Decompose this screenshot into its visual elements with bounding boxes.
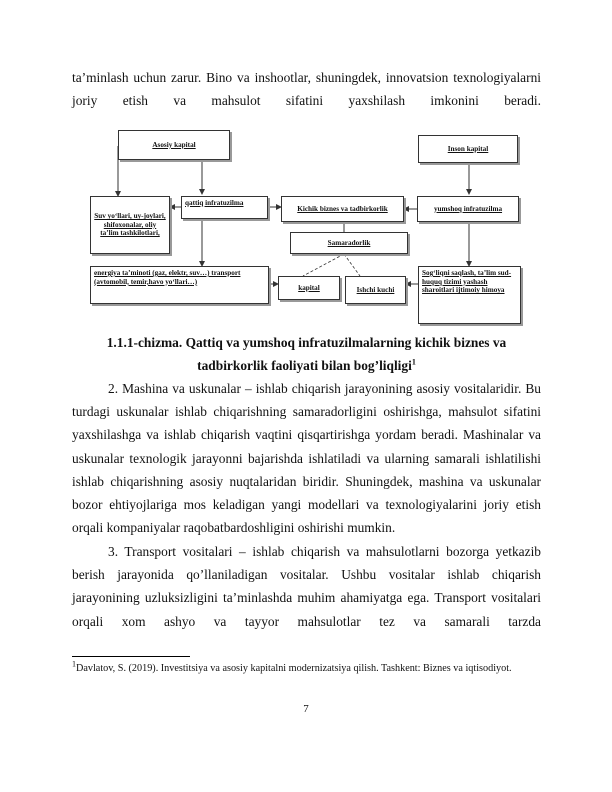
intro-paragraph: ta’minlash uchun zarur. Bino va inshootlar, shuningdek, innovatsion texnologiyalarni joriy etish va mahsulot sifatini yaxshilash imkonini beradi. [72, 70, 541, 109]
link-samaradorlik-ishchi [344, 254, 360, 276]
caption-footnote-ref: 1 [411, 357, 416, 367]
link-samaradorlik-kapital [303, 254, 344, 276]
footnote [72, 659, 541, 678]
footnote-rule [72, 656, 190, 657]
paragraph-2: 2. Mashina va uskunalar – ishlab chiqarish jarayonining asosiy vositalaridir. Bu turdagi uskunalar ishlab chiqarishning samaradorligini oshirishga, mahsulot sifatini yaxshilashga va ishlab chiqarish vaqtini qisqartirishga yordam beradi. Mashinalar va uskunalar texnologik jarayonni bajarishda ishlatiladi va ularning samarali ishlatilishi ishlab chiqarishning asosiy nuqtalaridan biridir. Shuningdek, mashina va uskunalar bozor ehtiyojlariga mos keladigan yangi modellari va texnologiyalarini joriy etish orqali kompaniyalar raqobatbardoshligini oshirishi mumkin. [72, 381, 541, 536]
infrastructure-diagram [88, 126, 526, 328]
ishchi-kuchi-box: Ishchi kuchi [345, 276, 406, 304]
paragraph-3: 3. Transport vositalari – ishlab chiqarish va mahsulotlarni bozorga yetkazib berish jarayonida qo’llaniladigan vositalar. Ushbu vositalar ishlab chiqarish jarayonining uzluksizligini ta’minlashda muhim ahamiyatga ega. Transport vositalari orqali xom ashyo va tayyor mahsulotlar tez va samarali tarzda [72, 544, 541, 629]
suv-yollari-box: Suv yo‘llari, uy-joylari, shifoxonalar, oliy ta’lim tashkilotlari, [90, 196, 170, 254]
kapital-box: kapital [278, 276, 340, 300]
footnote-mark: 1 [72, 659, 76, 669]
yumshoq-infratuzilma-box: yumshoq infratuzilma [417, 196, 519, 222]
samaradorlik-box: Samaradorlik [290, 232, 408, 254]
energiya-transport-box: energiya ta’minoti (gaz, elektr, suv…) transport (avtomobil, temir,havo yo‘llari…) [90, 266, 269, 304]
figure-caption [72, 331, 541, 377]
asosiy-kapital-box: Asosiy kapital [118, 130, 230, 160]
caption-line-2: tadbirkorlik faoliyati bilan bog’liqligi [197, 358, 412, 373]
kichik-biznes-box: Kichik biznes va tadbirkorlik [281, 196, 404, 222]
footnote-text: Davlatov, S. (2019). Investitsiya va asosiy kapitalni modernizatsiya qilish. Tashkent: Biznes va iqtisodiyot. [76, 663, 512, 674]
sogliqni-saqlash-box: Sog‘liqni saqlash, ta’lim sud-huquq tizimi yashash sharoitlari ijtimoiy himoya [418, 266, 521, 324]
caption-line-1: 1.1.1-chizma. Qattiq va yumshoq infratuzilmalarning kichik biznes va [106, 335, 507, 350]
inson-kapital-box: Inson kapital [418, 135, 518, 163]
qattiq-infratuzilma-box: qattiq infratuzilma [181, 196, 268, 219]
page-number: 7 [303, 703, 309, 715]
